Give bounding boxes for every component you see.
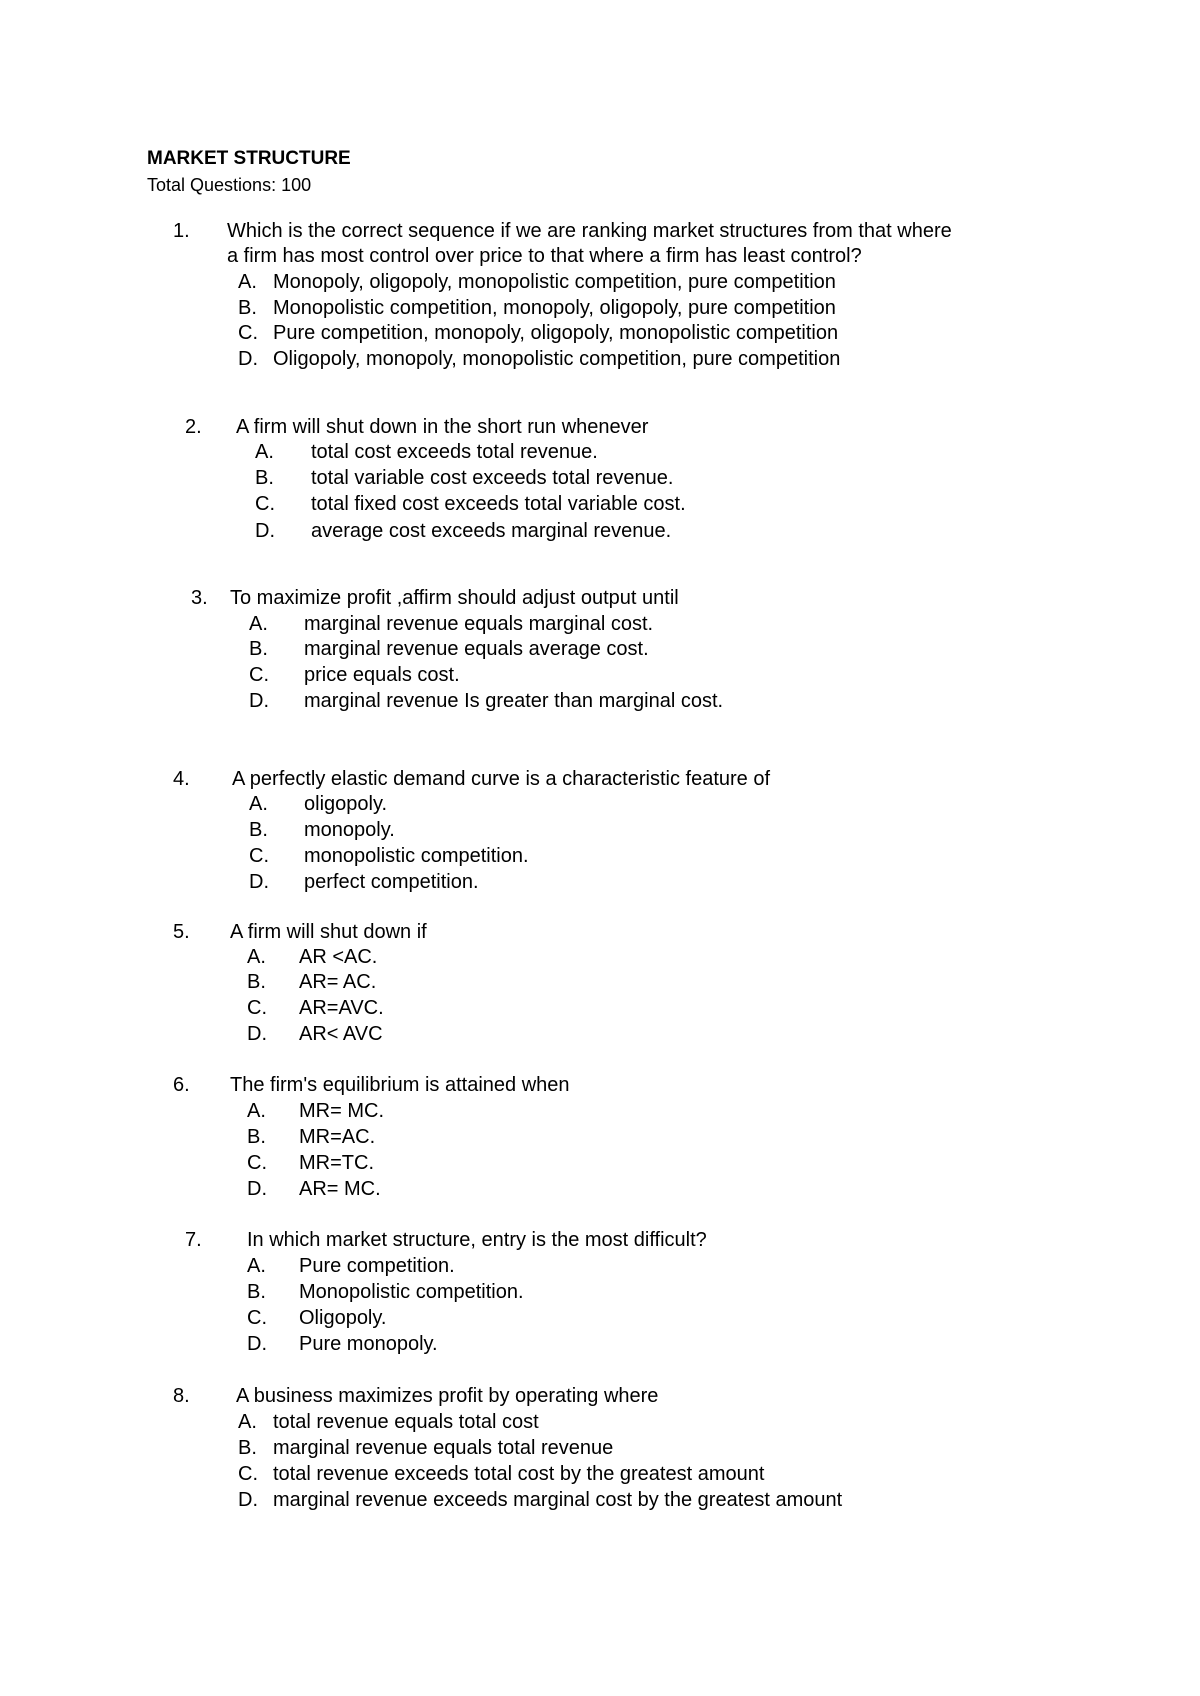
- option-text: total cost exceeds total revenue.: [311, 441, 598, 463]
- option-text: Oligopoly, monopoly, monopolistic competition, pure competition: [273, 348, 841, 370]
- option-letter: D.: [238, 348, 258, 370]
- option-text: Pure competition.: [299, 1255, 455, 1277]
- option-text: Monopolistic competition.: [299, 1281, 524, 1303]
- option-letter: A.: [247, 946, 266, 968]
- option-text: Monopolistic competition, monopoly, oligopoly, pure competition: [273, 297, 836, 319]
- option-text: total fixed cost exceeds total variable cost.: [311, 493, 686, 515]
- option-letter: A.: [247, 1100, 266, 1122]
- question-number: 8.: [173, 1385, 190, 1407]
- question-number: 7.: [185, 1229, 202, 1251]
- option-text: total revenue exceeds total cost by the greatest amount: [273, 1463, 765, 1485]
- option-letter: B.: [238, 1437, 257, 1459]
- option-letter: C.: [238, 322, 258, 344]
- option-letter: B.: [247, 971, 266, 993]
- option-letter: A.: [238, 271, 257, 293]
- option-letter: A.: [249, 793, 268, 815]
- option-letter: C.: [255, 493, 275, 515]
- option-text: total revenue equals total cost: [273, 1411, 539, 1433]
- option-letter: A.: [249, 613, 268, 635]
- option-text: total variable cost exceeds total revenue.: [311, 467, 674, 489]
- option-letter: A.: [238, 1411, 257, 1433]
- option-text: perfect competition.: [304, 871, 479, 893]
- option-letter: A.: [247, 1255, 266, 1277]
- question-number: 4.: [173, 768, 190, 790]
- question-number: 5.: [173, 921, 190, 943]
- option-text: marginal revenue exceeds marginal cost by the greatest amount: [273, 1489, 843, 1511]
- option-letter: B.: [247, 1281, 266, 1303]
- question-text: A firm will shut down if: [230, 921, 427, 943]
- option-letter: A.: [255, 441, 274, 463]
- option-text: marginal revenue equals total revenue: [273, 1437, 614, 1459]
- option-letter: D.: [247, 1023, 267, 1045]
- option-text: MR=TC.: [299, 1152, 374, 1174]
- question-text: A perfectly elastic demand curve is a characteristic feature of: [232, 768, 771, 790]
- option-text: AR=AVC.: [299, 997, 384, 1019]
- option-text: Pure monopoly.: [299, 1333, 438, 1355]
- option-text: monopolistic competition.: [304, 845, 529, 867]
- question-text: Which is the correct sequence if we are ranking market structures from that where: [227, 220, 952, 242]
- question-text: To maximize profit ,affirm should adjust output until: [230, 587, 679, 609]
- option-text: Monopoly, oligopoly, monopolistic competition, pure competition: [273, 271, 836, 293]
- option-letter: C.: [249, 845, 269, 867]
- option-letter: B.: [249, 638, 268, 660]
- question-number: 1.: [173, 220, 190, 242]
- option-text: oligopoly.: [304, 793, 388, 815]
- option-letter: D.: [249, 690, 269, 712]
- option-letter: D.: [238, 1489, 258, 1511]
- option-letter: C.: [247, 997, 267, 1019]
- option-letter: D.: [255, 520, 275, 542]
- question-text: A business maximizes profit by operating where: [236, 1385, 659, 1407]
- option-text: price equals cost.: [304, 664, 460, 686]
- option-text: monopoly.: [304, 819, 395, 841]
- option-text: AR= AC.: [299, 971, 377, 993]
- option-letter: C.: [247, 1307, 267, 1329]
- option-text: AR< AVC: [299, 1023, 383, 1045]
- document-subtitle: Total Questions: 100: [147, 175, 312, 195]
- option-text: AR= MC.: [299, 1178, 381, 1200]
- option-letter: D.: [247, 1178, 267, 1200]
- option-letter: C.: [238, 1463, 258, 1485]
- question-text: The firm's equilibrium is attained when: [230, 1074, 570, 1096]
- option-letter: D.: [247, 1333, 267, 1355]
- question-text: a firm has most control over price to that where a firm has least control?: [227, 245, 862, 267]
- option-letter: B.: [255, 467, 274, 489]
- option-text: marginal revenue equals average cost.: [304, 638, 649, 660]
- option-letter: B.: [247, 1126, 266, 1148]
- option-text: marginal revenue Is greater than marginal cost.: [304, 690, 724, 712]
- option-text: marginal revenue equals marginal cost.: [304, 613, 654, 635]
- option-text: average cost exceeds marginal revenue.: [311, 520, 672, 542]
- question-number: 6.: [173, 1074, 190, 1096]
- option-letter: D.: [249, 871, 269, 893]
- option-text: MR=AC.: [299, 1126, 376, 1148]
- question-text: In which market structure, entry is the most difficult?: [247, 1229, 707, 1251]
- option-letter: C.: [247, 1152, 267, 1174]
- question-number: 3.: [191, 587, 208, 609]
- option-text: Oligopoly.: [299, 1307, 387, 1329]
- option-letter: B.: [238, 297, 257, 319]
- document-title: MARKET STRUCTURE: [147, 148, 351, 169]
- question-number: 2.: [185, 416, 202, 438]
- option-text: Pure competition, monopoly, oligopoly, monopolistic competition: [273, 322, 839, 344]
- option-text: AR <AC.: [299, 946, 378, 968]
- option-text: MR= MC.: [299, 1100, 384, 1122]
- option-letter: B.: [249, 819, 268, 841]
- option-letter: C.: [249, 664, 269, 686]
- question-text: A firm will shut down in the short run whenever: [236, 416, 649, 438]
